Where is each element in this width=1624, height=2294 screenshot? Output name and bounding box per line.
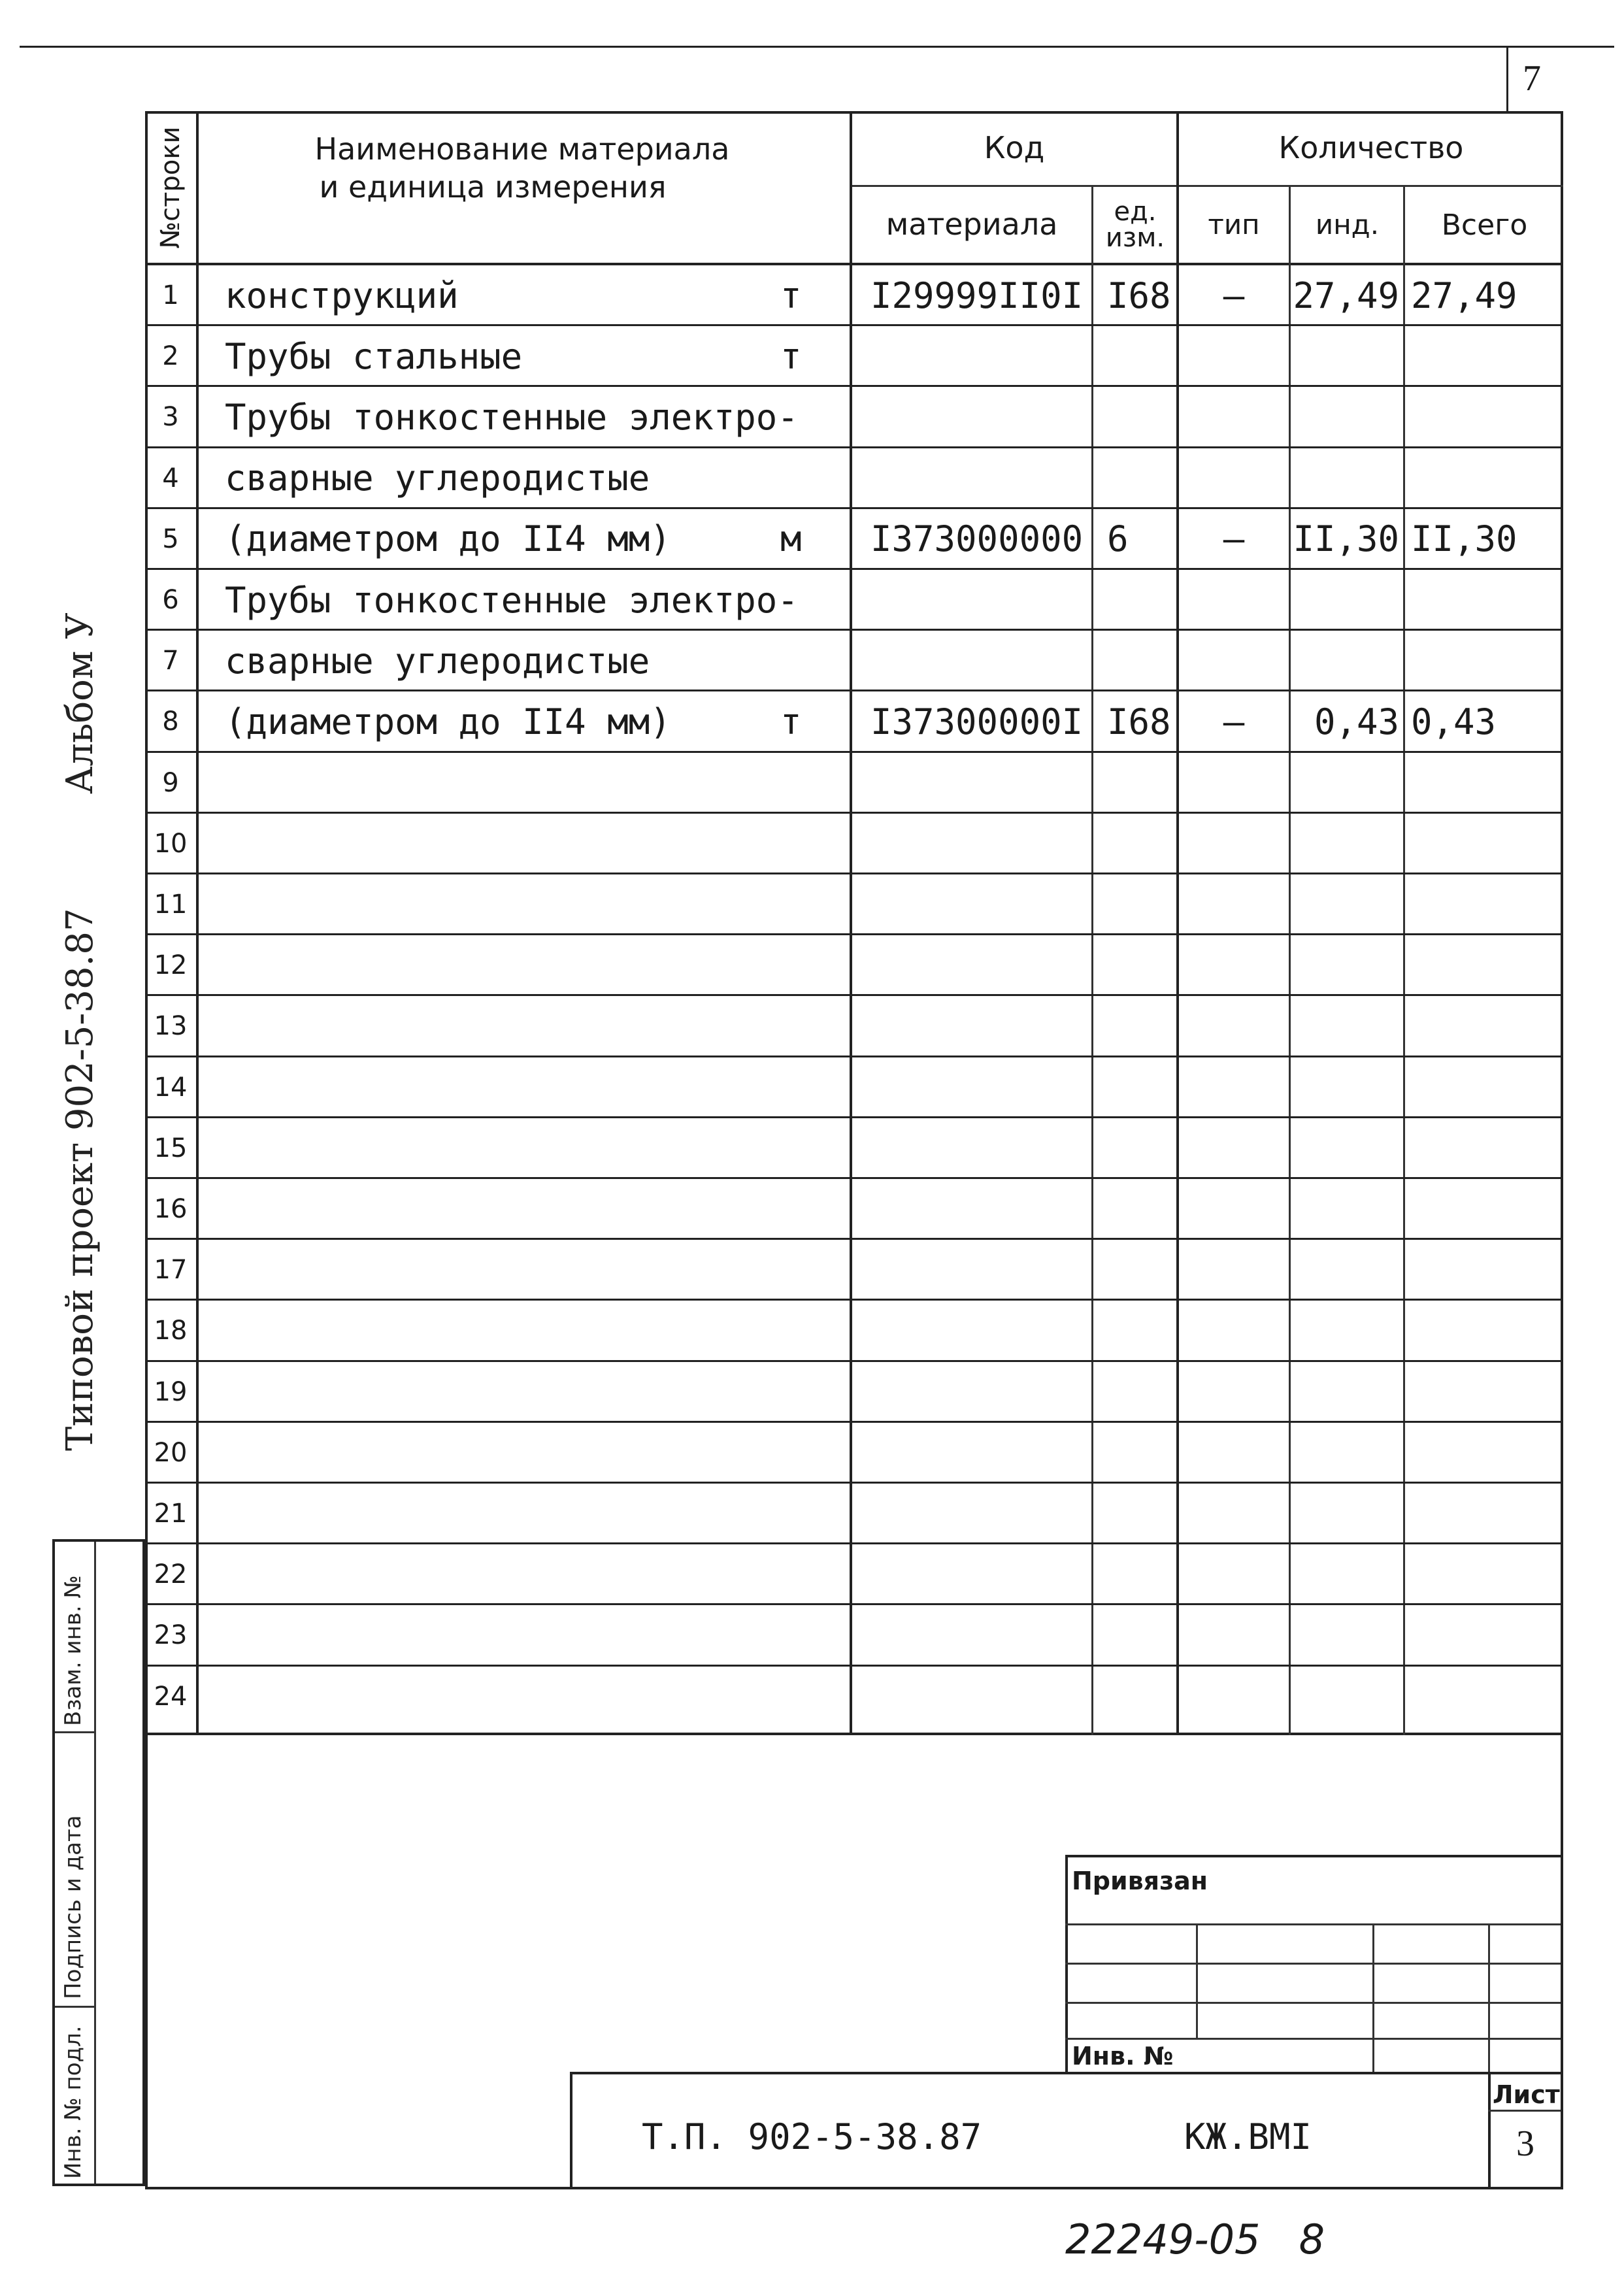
doc-sheet-divider (1488, 2072, 1491, 2189)
cell-name (225, 1362, 735, 1422)
cell-n: 2 (162, 341, 179, 372)
header-qty-type: тип (1208, 208, 1260, 241)
cell-n: 12 (154, 950, 188, 981)
cell-total (1411, 1301, 1563, 1361)
cell-code (870, 1484, 1091, 1544)
cell-type (1179, 1544, 1289, 1604)
cell-uom: I68 (1107, 274, 1171, 316)
cell-total (1411, 1118, 1563, 1178)
cell-type (1179, 1179, 1289, 1239)
header-name-line1: Наименование материала (314, 131, 730, 167)
stamp-sep-2 (55, 2006, 94, 2008)
project-label: Типовой проект 902-5-38.87 (59, 908, 101, 1451)
cell-type (1179, 1605, 1289, 1665)
cell-ind (1295, 1057, 1403, 1118)
cell-unit (780, 387, 850, 447)
cell-n: 24 (154, 1681, 188, 1712)
title-block (570, 1855, 1563, 2189)
cell-code (870, 326, 1091, 386)
cell-uom (1107, 996, 1176, 1056)
cell-uom (1107, 631, 1176, 691)
cell-n: 20 (154, 1437, 188, 1468)
page-number: 7 (1523, 58, 1541, 99)
cell-code (870, 1179, 1091, 1239)
cell-type (1179, 1423, 1289, 1483)
cell-code (870, 448, 1091, 508)
cell-code (870, 996, 1091, 1056)
cell-n: 16 (154, 1194, 188, 1224)
cell-unit (780, 1057, 850, 1118)
table-row (145, 1057, 1563, 1118)
cell-type (1179, 996, 1289, 1056)
cell-total (1411, 570, 1563, 630)
cell-uom (1107, 814, 1176, 874)
cell-ind: 0,43 (1314, 701, 1399, 742)
table-row (145, 387, 1563, 447)
cell-code: I29999II0I (870, 274, 1084, 316)
cell-unit (780, 1179, 850, 1239)
cell-name (225, 1057, 735, 1118)
inv-no-label: Инв. № (1072, 2042, 1174, 2070)
cell-n: 17 (154, 1255, 188, 1286)
cell-n: 21 (154, 1499, 188, 1529)
cell-n: 9 (162, 767, 179, 798)
cell-unit (780, 1362, 850, 1422)
cell-total (1411, 753, 1563, 813)
cell-code: I373000000 (870, 518, 1084, 560)
cell-total (1411, 1484, 1563, 1544)
cell-code (870, 1301, 1091, 1361)
cell-ind (1295, 387, 1403, 447)
cell-type (1179, 448, 1289, 508)
cell-total (1411, 1179, 1563, 1239)
cell-code (870, 1667, 1091, 1727)
cell-n: 3 (162, 402, 179, 433)
cell-name: сварные углеродистые (225, 640, 650, 682)
stamp-sep-1 (55, 1731, 94, 1733)
cell-name (225, 1484, 735, 1544)
cell-type (1179, 326, 1289, 386)
cell-total (1411, 1605, 1563, 1665)
cell-ind (1295, 1118, 1403, 1178)
table-row (145, 509, 1563, 569)
cell-uom (1107, 874, 1176, 935)
cell-total (1411, 631, 1563, 691)
table-row (145, 1362, 1563, 1422)
cell-uom (1107, 1544, 1176, 1604)
table-row (145, 326, 1563, 386)
table-row (145, 996, 1563, 1056)
cell-code (870, 1240, 1091, 1300)
header-code-group: Код (984, 129, 1045, 165)
cell-unit (780, 1484, 850, 1544)
side-album-title (59, 612, 101, 794)
cell-ind: 27,49 (1293, 274, 1399, 316)
cell-n: 13 (154, 1011, 188, 1042)
cell-ind (1295, 570, 1403, 630)
cell-ind (1295, 1362, 1403, 1422)
cell-uom: 6 (1107, 518, 1129, 560)
cell-uom (1107, 935, 1176, 995)
cell-total (1411, 874, 1563, 935)
right-border (1561, 1735, 1563, 2189)
table-row (145, 874, 1563, 935)
table-row (145, 814, 1563, 874)
privyazan-label: Привязан (1072, 1867, 1208, 1895)
cell-name: конструкций (225, 274, 459, 316)
cell-unit (780, 1301, 850, 1361)
cell-ind (1295, 1667, 1403, 1727)
cell-ind (1295, 996, 1403, 1056)
cell-ind (1295, 1179, 1403, 1239)
cell-uom (1107, 1423, 1176, 1483)
cell-type: – (1223, 518, 1245, 560)
cell-total (1411, 448, 1563, 508)
cell-ind (1295, 1240, 1403, 1300)
cell-type (1179, 1484, 1289, 1544)
cell-n: 19 (154, 1376, 188, 1407)
table-row (145, 1301, 1563, 1361)
top-border (20, 46, 1614, 48)
header-row-no: №строки (156, 126, 186, 249)
cell-total (1411, 1240, 1563, 1300)
cell-uom (1107, 1667, 1176, 1727)
cell-name: Трубы тонкостенные электро- (225, 579, 799, 621)
cell-name (225, 935, 735, 995)
cell-n: 7 (162, 646, 179, 676)
cell-uom (1107, 1605, 1176, 1665)
table-row (145, 448, 1563, 508)
doc-sheet-line (1488, 2110, 1563, 2112)
table-row (145, 570, 1563, 630)
cell-uom (1107, 570, 1176, 630)
header-qty-group: Количество (1278, 129, 1464, 165)
cell-type (1179, 1362, 1289, 1422)
cell-unit (780, 935, 850, 995)
cell-ind (1295, 631, 1403, 691)
cell-total (1411, 1544, 1563, 1604)
cell-name (225, 1667, 735, 1727)
materials-table (145, 111, 1563, 1735)
header-code-material: материала (886, 207, 1058, 242)
cell-ind (1295, 935, 1403, 995)
cell-uom: I68 (1107, 701, 1171, 742)
cell-code (870, 1423, 1091, 1483)
priv-col-2 (1372, 1923, 1374, 2072)
cell-code (870, 570, 1091, 630)
cell-unit (780, 1605, 850, 1665)
cell-uom (1107, 448, 1176, 508)
cell-unit: м (780, 518, 802, 560)
cell-total: 0,43 (1411, 701, 1497, 742)
cell-total: II,30 (1411, 518, 1517, 560)
cell-type: – (1223, 274, 1245, 316)
footer-number: 22249-05 8 (1065, 2216, 1325, 2263)
cell-uom (1107, 1118, 1176, 1178)
cell-unit (780, 1423, 850, 1483)
cell-unit (780, 814, 850, 874)
cell-unit (780, 1240, 850, 1300)
cell-uom (1107, 753, 1176, 813)
cell-type (1179, 1118, 1289, 1178)
table-row (145, 631, 1563, 691)
cell-type (1179, 1057, 1289, 1118)
cell-name (225, 1240, 735, 1300)
cell-ind (1295, 1423, 1403, 1483)
cell-uom (1107, 1362, 1176, 1422)
cell-unit (780, 874, 850, 935)
cell-name: Трубы тонкостенные электро- (225, 396, 799, 438)
cell-unit: т (780, 701, 802, 742)
cell-type (1179, 935, 1289, 995)
cell-code (870, 874, 1091, 935)
cell-uom (1107, 1057, 1176, 1118)
table-row (145, 1484, 1563, 1544)
table-row (145, 1423, 1563, 1483)
cell-name (225, 1118, 735, 1178)
cell-uom (1107, 1179, 1176, 1239)
cell-code: I37300000I (870, 701, 1084, 742)
header-qty-total: Всего (1441, 208, 1528, 242)
cell-uom (1107, 326, 1176, 386)
cell-uom (1107, 1240, 1176, 1300)
table-row (145, 753, 1563, 813)
cell-n: 23 (154, 1620, 188, 1651)
cell-ind: II,30 (1293, 518, 1399, 560)
sheet-number: 3 (1516, 2123, 1534, 2164)
cell-unit (780, 996, 850, 1056)
cell-name: (диаметром до II4 мм) (225, 518, 671, 560)
cell-uom (1107, 1484, 1176, 1544)
cell-unit (780, 1118, 850, 1178)
cell-total (1411, 1667, 1563, 1727)
cell-name (225, 814, 735, 874)
cell-unit (780, 448, 850, 508)
cell-name (225, 1179, 735, 1239)
cell-n: 1 (162, 280, 179, 310)
table-row (145, 935, 1563, 995)
cell-ind (1295, 1301, 1403, 1361)
cell-total (1411, 387, 1563, 447)
table-row (145, 1605, 1563, 1665)
cell-uom (1107, 387, 1176, 447)
cell-unit (780, 1667, 850, 1727)
cell-name (225, 1423, 735, 1483)
cell-type (1179, 753, 1289, 813)
cell-type (1179, 814, 1289, 874)
cell-n: 22 (154, 1559, 188, 1590)
side-stamp (52, 1539, 145, 2186)
cell-n: 6 (162, 585, 179, 615)
cell-name (225, 1544, 735, 1604)
cell-ind (1295, 326, 1403, 386)
side-project-title (59, 908, 101, 1451)
cell-type (1179, 1667, 1289, 1727)
cell-ind (1295, 1544, 1403, 1604)
cell-name (225, 753, 735, 813)
cell-name (225, 874, 735, 935)
cell-total: 27,49 (1411, 274, 1517, 316)
cell-code (870, 1118, 1091, 1178)
cell-code (870, 1057, 1091, 1118)
cell-name: (диаметром до II4 мм) (225, 701, 671, 742)
cell-total (1411, 326, 1563, 386)
cell-type (1179, 631, 1289, 691)
cell-code (870, 1362, 1091, 1422)
cell-n: 11 (154, 889, 188, 920)
cell-unit (780, 570, 850, 630)
table-row (145, 265, 1563, 325)
cell-ind (1295, 874, 1403, 935)
table-row (145, 691, 1563, 752)
cell-code (870, 814, 1091, 874)
cell-total (1411, 1362, 1563, 1422)
bottom-border (145, 2187, 1563, 2189)
cell-n: 4 (162, 463, 179, 493)
cell-unit: т (780, 335, 802, 377)
cell-unit (780, 631, 850, 691)
cell-code (870, 1605, 1091, 1665)
priv-col-3 (1488, 1923, 1490, 2072)
stamp-podpis-label: Подпись и дата (60, 1815, 86, 1999)
cell-type: – (1223, 701, 1245, 742)
table-row (145, 1544, 1563, 1604)
stamp-vzam-label: Взам. инв. № (60, 1575, 86, 1726)
cell-n: 14 (154, 1072, 188, 1103)
header-name (199, 131, 846, 229)
table-row (145, 1240, 1563, 1300)
cell-name (225, 1605, 735, 1665)
left-border (145, 1735, 148, 2189)
cell-type (1179, 1240, 1289, 1300)
doc-mark: КЖ.ВМI (1184, 2116, 1312, 2157)
cell-name (225, 1301, 735, 1361)
album-label: Альбом У (59, 612, 101, 794)
cell-n: 18 (154, 1316, 188, 1346)
cell-ind (1295, 753, 1403, 813)
cell-total (1411, 1057, 1563, 1118)
cell-code (870, 631, 1091, 691)
cell-total (1411, 996, 1563, 1056)
cell-total (1411, 935, 1563, 995)
cell-name: сварные углеродистые (225, 457, 650, 499)
cell-unit (780, 753, 850, 813)
cell-ind (1295, 814, 1403, 874)
cell-unit: т (780, 274, 802, 316)
cell-ind (1295, 448, 1403, 508)
cell-total (1411, 814, 1563, 874)
cell-unit (780, 1544, 850, 1604)
cell-uom (1107, 1301, 1176, 1361)
cell-ind (1295, 1484, 1403, 1544)
table-row (145, 1118, 1563, 1178)
cell-type (1179, 387, 1289, 447)
cell-type (1179, 874, 1289, 935)
header-code-unit: ед. изм. (1105, 197, 1165, 253)
page-number-divider (1506, 46, 1508, 111)
stamp-divider (94, 1542, 96, 2184)
cell-type (1179, 570, 1289, 630)
cell-code (870, 1544, 1091, 1604)
cell-n: 5 (162, 524, 179, 554)
header-name-line2: и единица измерения (319, 169, 667, 205)
cell-ind (1295, 1605, 1403, 1665)
sheet-label: Лист (1493, 2080, 1560, 2109)
cell-code (870, 387, 1091, 447)
cell-code (870, 753, 1091, 813)
stamp-inv-label: Инв. № подл. (60, 2025, 86, 2179)
cell-n: 15 (154, 1133, 188, 1163)
header-qty-ind: инд. (1315, 208, 1380, 241)
cell-code (870, 935, 1091, 995)
cell-name (225, 996, 735, 1056)
cell-total (1411, 1423, 1563, 1483)
cell-n: 10 (154, 828, 188, 859)
priv-col-1 (1196, 1923, 1198, 2038)
doc-code: Т.П. 902-5-38.87 (642, 2116, 982, 2157)
cell-type (1179, 1301, 1289, 1361)
cell-name: Трубы стальные (225, 335, 523, 377)
table-row (145, 1179, 1563, 1239)
cell-n: 8 (162, 706, 179, 737)
table-row (145, 1667, 1563, 1727)
